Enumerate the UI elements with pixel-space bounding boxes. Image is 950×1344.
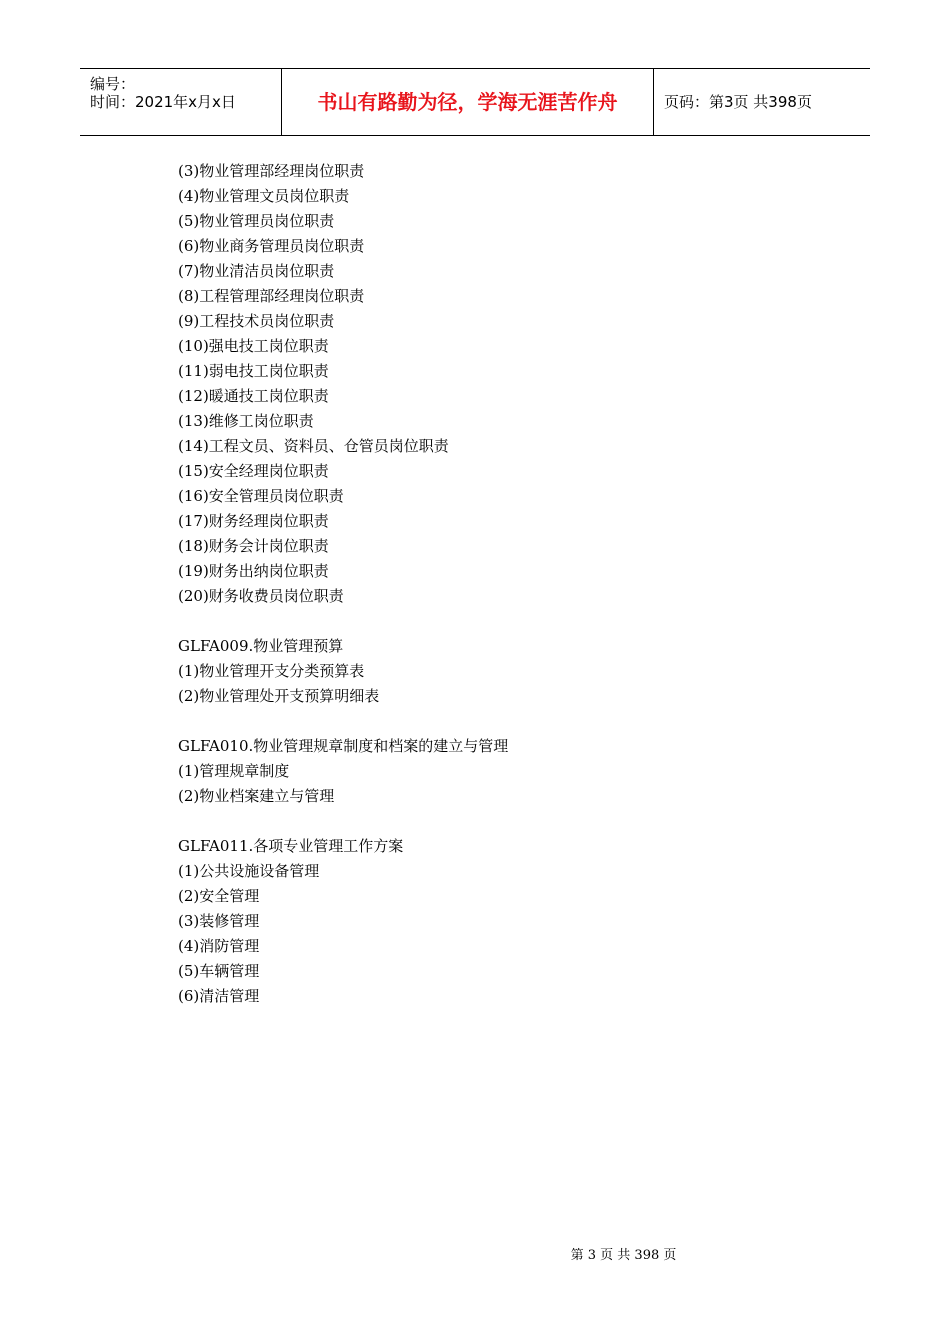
list-item: (18)财务会计岗位职责	[178, 537, 329, 555]
document-date: 时间：2021年x月x日	[90, 93, 236, 111]
list-item: (5)物业管理员岗位职责	[178, 212, 335, 230]
list-item: (1)物业管理开支分类预算表	[178, 662, 365, 680]
section-spacer	[178, 709, 778, 734]
list-item: (3)物业管理部经理岗位职责	[178, 162, 365, 180]
list-item: (19)财务出纳岗位职责	[178, 562, 329, 580]
page-header	[80, 68, 870, 136]
list-item: (7)物业清洁员岗位职责	[178, 262, 335, 280]
list-item: (11)弱电技工岗位职责	[178, 362, 329, 380]
list-item: (15)安全经理岗位职责	[178, 462, 329, 480]
section-regulations	[178, 734, 778, 809]
section-heading: GLFA009.物业管理预算	[178, 637, 344, 655]
list-item: (9)工程技术员岗位职责	[178, 312, 335, 330]
header-meta-cell	[80, 69, 282, 135]
list-item: (2)物业管理处开支预算明细表	[178, 687, 380, 705]
footer-page-number: 第 3 页 共 398 页	[570, 1248, 677, 1263]
header-motto: 书山有路勤为径，学海无涯苦作舟	[282, 69, 654, 135]
list-item: (6)清洁管理	[178, 987, 260, 1005]
list-item: (10)强电技工岗位职责	[178, 337, 329, 355]
section-spacer	[178, 809, 778, 834]
section-work-plans	[178, 834, 778, 1009]
list-item: (20)财务收费员岗位职责	[178, 587, 344, 605]
list-item: (14)工程文员、资料员、仓管员岗位职责	[178, 437, 449, 455]
list-item: (12)暖通技工岗位职责	[178, 387, 329, 405]
list-item: (8)工程管理部经理岗位职责	[178, 287, 365, 305]
list-item: (4)物业管理文员岗位职责	[178, 187, 350, 205]
section-heading: GLFA011.各项专业管理工作方案	[178, 837, 404, 855]
document-body	[178, 159, 778, 1009]
list-item: (13)维修工岗位职责	[178, 412, 314, 430]
list-item: (5)车辆管理	[178, 962, 260, 980]
list-item: (3)装修管理	[178, 912, 260, 930]
list-item: (1)公共设施设备管理	[178, 862, 320, 880]
section-heading: GLFA010.物业管理规章制度和档案的建立与管理	[178, 737, 509, 755]
section-responsibilities	[178, 159, 778, 609]
header-page-info: 页码：第3页 共398页	[664, 93, 812, 111]
list-item: (4)消防管理	[178, 937, 260, 955]
list-item: (2)物业档案建立与管理	[178, 787, 335, 805]
section-budget	[178, 634, 778, 709]
list-item: (1)管理规章制度	[178, 762, 290, 780]
document-number-label: 编号：	[90, 75, 136, 93]
list-item: (6)物业商务管理员岗位职责	[178, 237, 365, 255]
page-footer	[0, 1244, 950, 1263]
section-spacer	[178, 609, 778, 634]
list-item: (2)安全管理	[178, 887, 260, 905]
list-item: (17)财务经理岗位职责	[178, 512, 329, 530]
list-item: (16)安全管理员岗位职责	[178, 487, 344, 505]
